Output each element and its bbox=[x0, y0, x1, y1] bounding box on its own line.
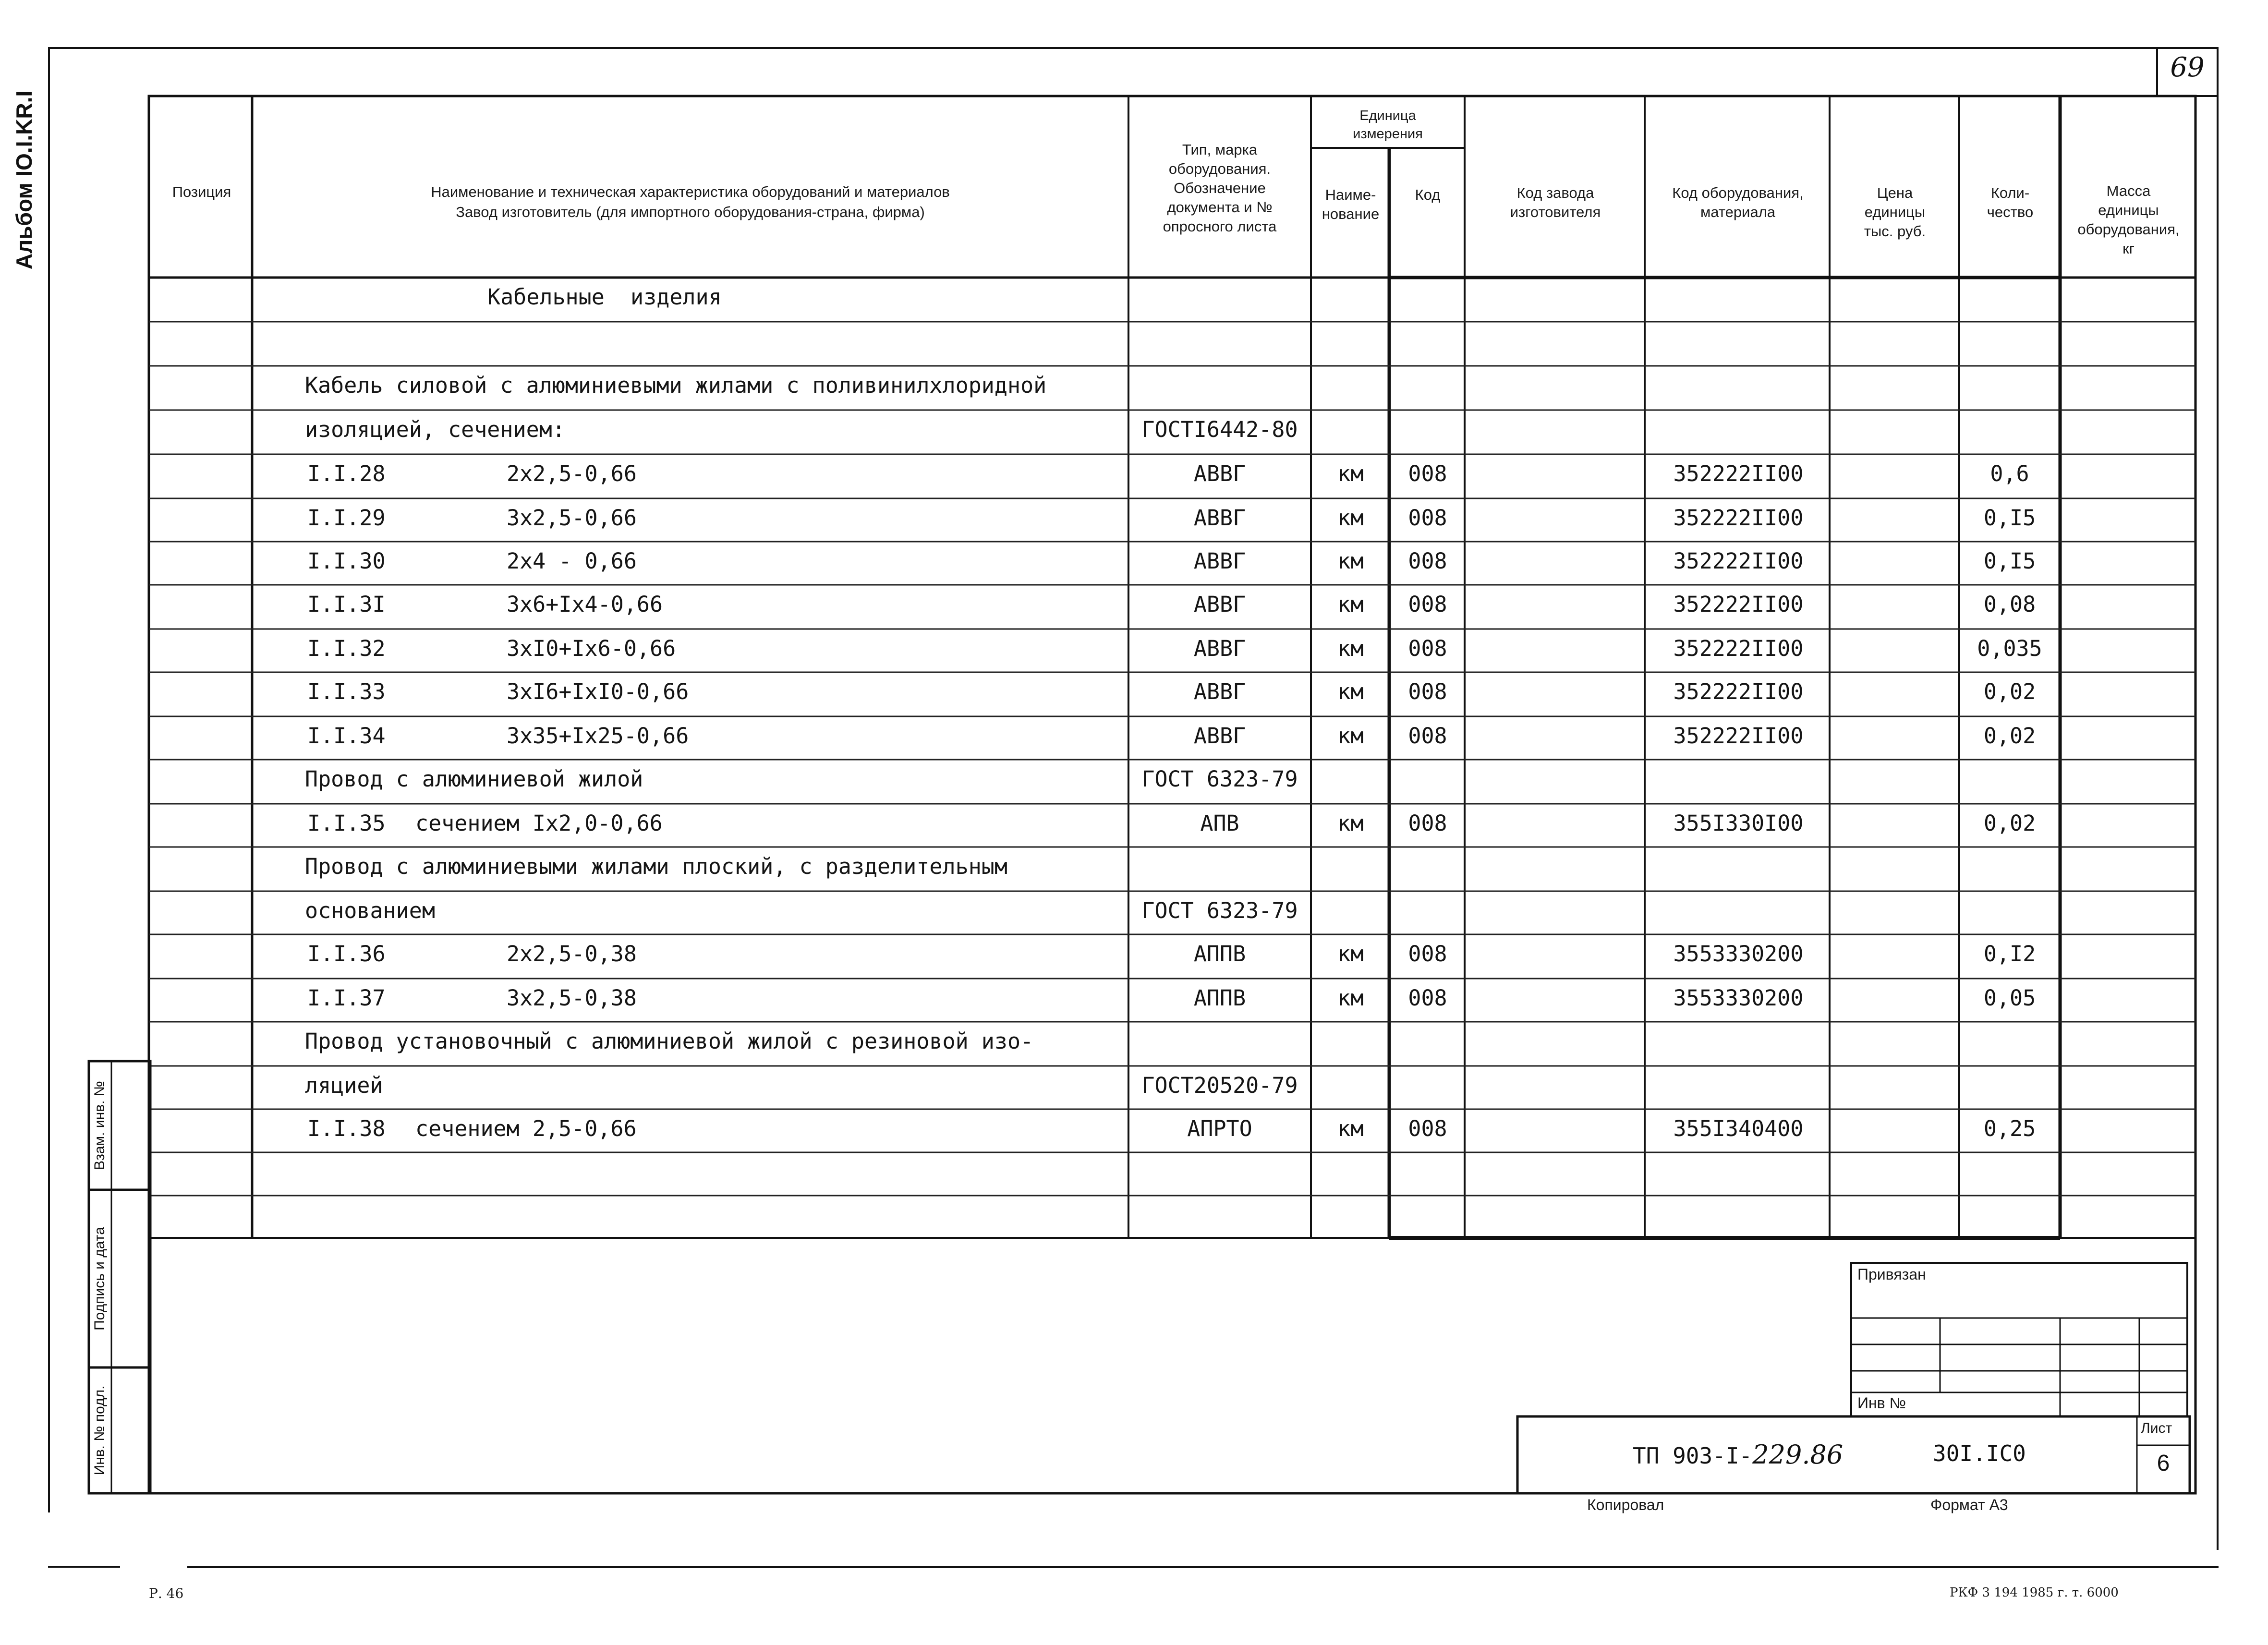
table-row bbox=[0, 322, 2268, 365]
cell-name: сечением Ix2,0-0,66 bbox=[415, 810, 663, 836]
cell-equip-code: 352222II00 bbox=[1673, 505, 1804, 531]
table-row bbox=[0, 1152, 2268, 1196]
cell-type: ГОСТ 6323-79 bbox=[1141, 766, 1298, 792]
header-factory-code: Код завода изготовителя bbox=[1510, 184, 1601, 220]
cell-position: I.I.30 bbox=[307, 548, 386, 574]
cell-position: I.I.36 bbox=[307, 941, 386, 967]
cell-quantity: 0,08 bbox=[1983, 592, 2036, 617]
cell-type: ГОСТ20520-79 bbox=[1141, 1073, 1298, 1098]
cell-unit-code: 008 bbox=[1408, 505, 1447, 531]
cell-unit-code: 008 bbox=[1408, 985, 1447, 1011]
cell-unit: км bbox=[1337, 505, 1364, 531]
header-type: Тип, марка оборудования. Обозначение документа и № опросного листа bbox=[1163, 141, 1277, 235]
cell-name: 3x2,5-0,66 bbox=[507, 505, 637, 531]
inv-no-label: Инв № bbox=[1857, 1394, 1906, 1412]
cell-unit: км bbox=[1337, 461, 1364, 486]
header-unit-code: Код bbox=[1415, 186, 1441, 203]
cell-equip-code: 352222II00 bbox=[1673, 723, 1804, 749]
header-unit-name: Наиме- нование bbox=[1322, 186, 1380, 222]
stamp-inv-podl: Инв. № подл. bbox=[92, 1385, 108, 1476]
cell-name: 2x2,5-0,66 bbox=[507, 461, 637, 486]
doc-code-b: 229.86 bbox=[1752, 1439, 1844, 1470]
cell-equip-code: 352222II00 bbox=[1673, 679, 1804, 704]
table-row bbox=[0, 1066, 2268, 1109]
cell-type: АППВ bbox=[1193, 941, 1246, 967]
cell-quantity: 0,I2 bbox=[1983, 941, 2036, 967]
cell-unit: км bbox=[1337, 636, 1364, 661]
table-row bbox=[0, 585, 2268, 628]
table-row bbox=[0, 804, 2268, 847]
stamp-vzam: Взам. инв. № bbox=[92, 1081, 108, 1170]
header-mass: Масса единицы оборудования, кг bbox=[2077, 182, 2180, 257]
cell-name: 3x6+Ix4-0,66 bbox=[507, 592, 663, 617]
cell-type: АВВГ bbox=[1193, 679, 1246, 704]
list-label: Лист bbox=[2141, 1420, 2172, 1436]
cell-position: I.I.34 bbox=[307, 723, 386, 749]
cell-equip-code: 352222II00 bbox=[1673, 461, 1804, 486]
table-row bbox=[0, 454, 2268, 497]
table-row bbox=[0, 891, 2268, 934]
cell-quantity: 0,I5 bbox=[1983, 505, 2036, 531]
cell-unit: км bbox=[1337, 1116, 1364, 1141]
cell-name: ляцией bbox=[305, 1073, 383, 1098]
cell-type: ГОСТI6442-80 bbox=[1141, 417, 1298, 442]
cell-unit: км bbox=[1337, 985, 1364, 1011]
footer-right-code: РКФ 3 194 1985 г. т. 6000 bbox=[1950, 1585, 2119, 1600]
cell-name: основанием bbox=[305, 898, 435, 923]
cell-name: 3x35+Ix25-0,66 bbox=[507, 723, 689, 749]
footer-left-code: Р. 46 bbox=[149, 1585, 184, 1601]
cell-equip-code: 352222II00 bbox=[1673, 636, 1804, 661]
header-name-line1: Наименование и техническая характеристика оборудований и материалов bbox=[431, 183, 950, 200]
table-row bbox=[0, 934, 2268, 978]
cell-position: I.I.32 bbox=[307, 636, 386, 661]
doc-code-a: ТП 903-I- bbox=[1633, 1443, 1753, 1469]
table-row bbox=[0, 498, 2268, 542]
cell-type: АПВ bbox=[1200, 810, 1239, 836]
cell-unit: км bbox=[1337, 941, 1364, 967]
footer-format: Формат А3 bbox=[1930, 1496, 2008, 1513]
cell-unit: км bbox=[1337, 548, 1364, 574]
cell-position: I.I.3I bbox=[307, 592, 386, 617]
cell-quantity: 0,25 bbox=[1983, 1116, 2036, 1141]
cell-type: АВВГ bbox=[1193, 636, 1246, 661]
table-row bbox=[0, 760, 2268, 803]
cell-type: АВВГ bbox=[1193, 461, 1246, 486]
cell-unit-code: 008 bbox=[1408, 461, 1447, 486]
header-equip-code: Код оборудования, материала bbox=[1672, 184, 1804, 220]
cell-unit: км bbox=[1337, 592, 1364, 617]
cell-name: 2x4 - 0,66 bbox=[507, 548, 637, 574]
cell-position: I.I.37 bbox=[307, 985, 386, 1011]
header-name-line2: Завод изготовитель (для импортного оборудования-страна, фирма) bbox=[456, 204, 925, 220]
cell-equip-code: 3553330200 bbox=[1673, 985, 1804, 1011]
table-row bbox=[0, 672, 2268, 715]
cell-name: Провод установочный с алюминиевой жилой с резиновой изо- bbox=[305, 1028, 1034, 1054]
header-position: Позиция bbox=[172, 183, 231, 200]
cell-position: I.I.38 bbox=[307, 1116, 386, 1141]
cell-name: Провод с алюминиевой жилой bbox=[305, 766, 643, 792]
cell-name: Провод с алюминиевыми жилами плоский, с разделительным bbox=[305, 854, 1007, 879]
cell-name: 2x2,5-0,38 bbox=[507, 941, 637, 967]
table-row bbox=[0, 629, 2268, 672]
cell-type: АВВГ bbox=[1193, 592, 1246, 617]
sheet-number: 6 bbox=[2157, 1451, 2170, 1476]
table-row bbox=[0, 1109, 2268, 1152]
privyazan-label: Привязан bbox=[1857, 1266, 1926, 1283]
cell-quantity: 0,6 bbox=[1990, 461, 2029, 486]
cell-unit-code: 008 bbox=[1408, 1116, 1447, 1141]
table-row bbox=[0, 1022, 2268, 1065]
header-unit-group: Единица измерения bbox=[1353, 108, 1423, 142]
section-title: Кабельные изделия bbox=[487, 284, 722, 310]
cell-quantity: 0,02 bbox=[1983, 810, 2036, 836]
cell-quantity: 0,035 bbox=[1977, 636, 2042, 661]
table-row bbox=[0, 366, 2268, 409]
album-label: Альбом IO.I.KR.I bbox=[12, 90, 36, 270]
cell-unit-code: 008 bbox=[1408, 548, 1447, 574]
table-row bbox=[0, 410, 2268, 453]
cell-equip-code: 352222II00 bbox=[1673, 592, 1804, 617]
cell-type: АПРТО bbox=[1187, 1116, 1252, 1141]
privyazan-box bbox=[1851, 1263, 2187, 1416]
table-row bbox=[0, 847, 2268, 890]
cell-type: АВВГ bbox=[1193, 548, 1246, 574]
cell-type: АВВГ bbox=[1193, 723, 1246, 749]
cell-equip-code: 352222II00 bbox=[1673, 548, 1804, 574]
cell-name: 3xI0+Ix6-0,66 bbox=[507, 636, 676, 661]
cell-name: 3x2,5-0,38 bbox=[507, 985, 637, 1011]
table-row bbox=[0, 979, 2268, 1022]
table-row bbox=[0, 278, 2268, 321]
header-price: Цена единицы тыс. руб. bbox=[1864, 184, 1926, 240]
cell-position: I.I.35 bbox=[307, 810, 386, 836]
cell-quantity: 0,02 bbox=[1983, 723, 2036, 749]
cell-position: I.I.29 bbox=[307, 505, 386, 531]
table-row bbox=[0, 1196, 2268, 1239]
cell-type: ГОСТ 6323-79 bbox=[1141, 898, 1298, 923]
header-qty: Коли- чество bbox=[1987, 184, 2034, 220]
stamp-podpis: Подпись и дата bbox=[92, 1227, 108, 1331]
cell-unit-code: 008 bbox=[1408, 941, 1447, 967]
cell-unit: км bbox=[1337, 723, 1364, 749]
cell-quantity: 0,05 bbox=[1983, 985, 2036, 1011]
cell-unit: км bbox=[1337, 679, 1364, 704]
footer-copied: Копировал bbox=[1587, 1496, 1664, 1513]
cell-unit-code: 008 bbox=[1408, 636, 1447, 661]
cell-name: сечением 2,5-0,66 bbox=[415, 1116, 637, 1141]
cell-name: 3xI6+IxI0-0,66 bbox=[507, 679, 689, 704]
cell-name: Кабель силовой с алюминиевыми жилами с поливинилхлоридной bbox=[305, 373, 1047, 398]
corner-sheet-number: 69 bbox=[2170, 52, 2205, 83]
cell-unit: км bbox=[1337, 810, 1364, 836]
cell-position: I.I.33 bbox=[307, 679, 386, 704]
cell-equip-code: 355I330I00 bbox=[1673, 810, 1804, 836]
cell-type: АППВ bbox=[1193, 985, 1246, 1011]
table-row bbox=[0, 542, 2268, 585]
cell-equip-code: 355I340400 bbox=[1673, 1116, 1804, 1141]
cell-name: изоляцией, сечением: bbox=[305, 417, 565, 442]
doc-code-c: 30I.IC0 bbox=[1933, 1440, 2026, 1466]
cell-equip-code: 3553330200 bbox=[1673, 941, 1804, 967]
cell-unit-code: 008 bbox=[1408, 679, 1447, 704]
cell-unit-code: 008 bbox=[1408, 723, 1447, 749]
cell-quantity: 0,02 bbox=[1983, 679, 2036, 704]
cell-position: I.I.28 bbox=[307, 461, 386, 486]
table-row bbox=[0, 716, 2268, 760]
cell-type: АВВГ bbox=[1193, 505, 1246, 531]
cell-unit-code: 008 bbox=[1408, 592, 1447, 617]
cell-unit-code: 008 bbox=[1408, 810, 1447, 836]
cell-quantity: 0,I5 bbox=[1983, 548, 2036, 574]
